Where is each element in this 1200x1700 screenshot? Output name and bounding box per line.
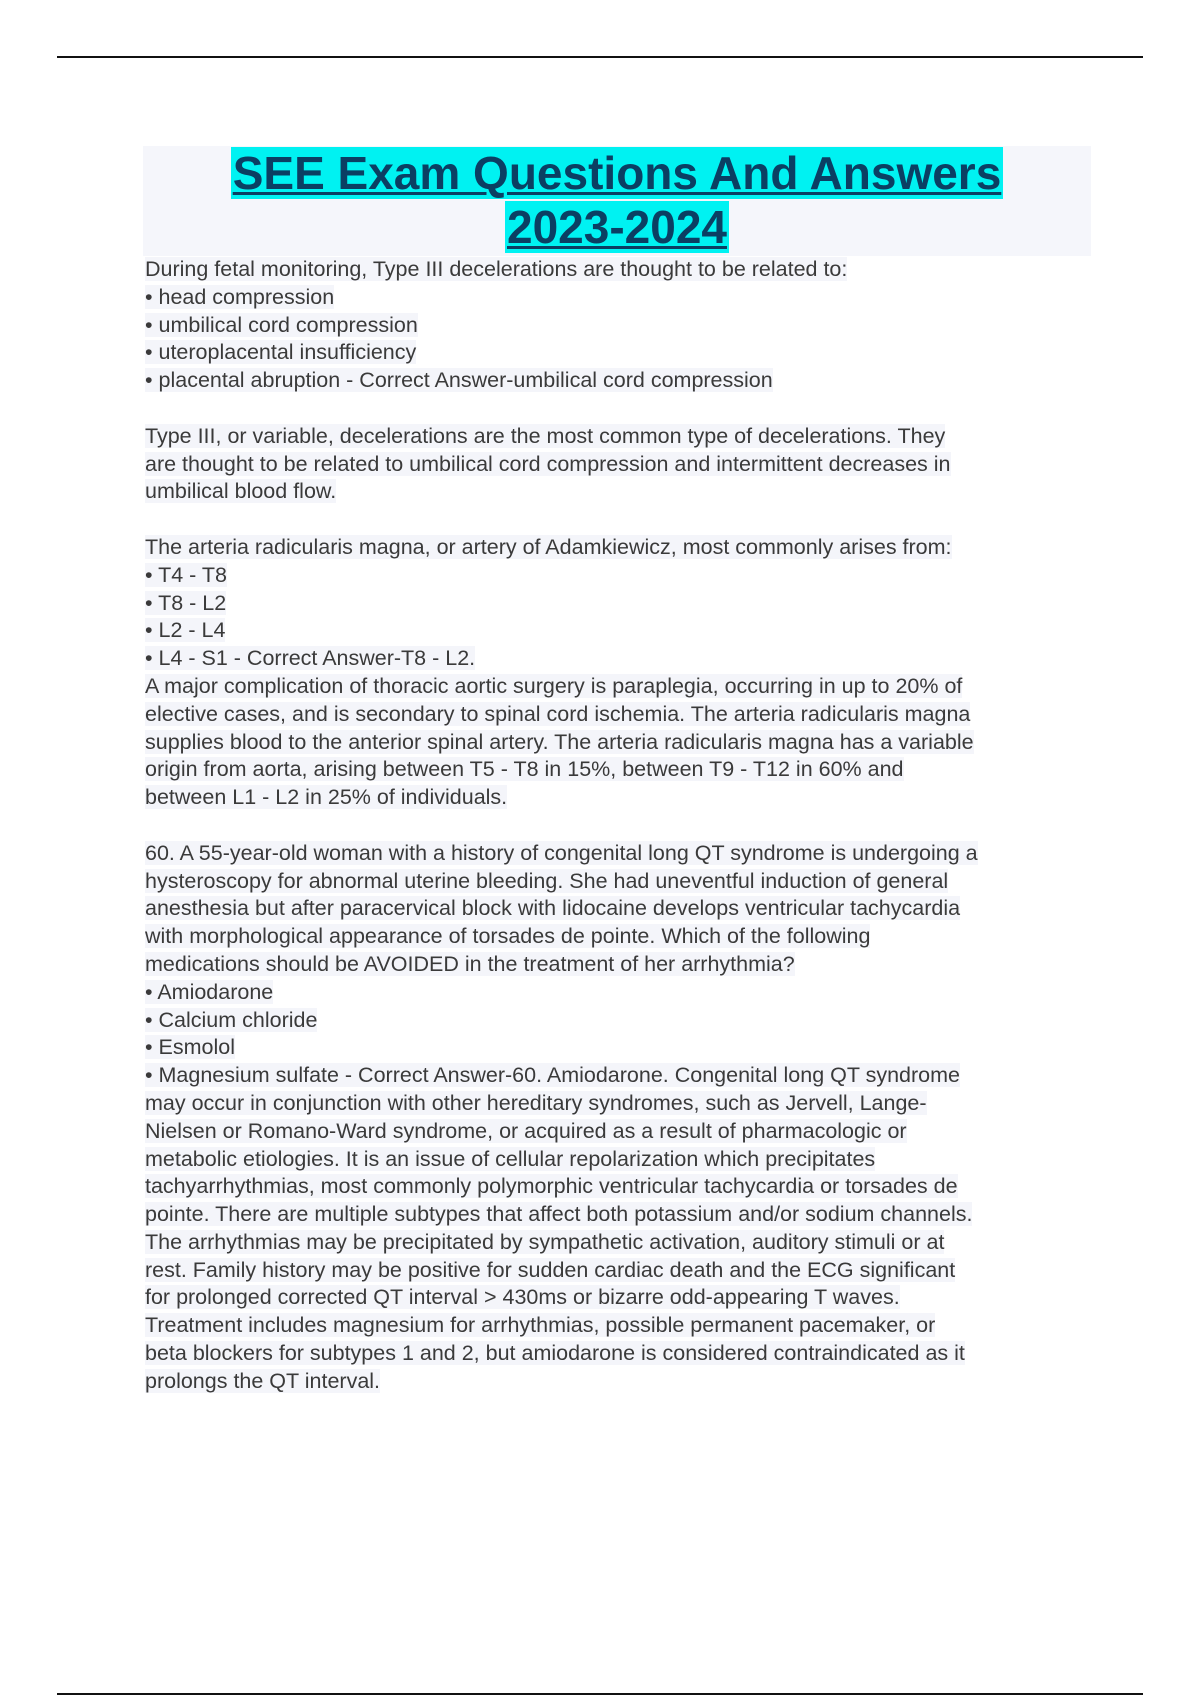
text-line: • T4 - T8 [145,562,228,587]
text-line: Treatment includes magnesium for arrhythmias, possible permanent pacemaker, or [145,1313,936,1338]
text-line: • Amiodarone [145,979,274,1004]
text-line: • head compression [145,284,335,309]
text-block [145,256,1090,395]
top-rule [57,56,1143,58]
text-line: tachyarrhythmias, most commonly polymorphic ventricular tachycardia or torsades de [145,1174,958,1199]
text-line: Type III, or variable, decelerations are the most common type of decelerations. They [145,423,946,448]
text-line: The arteria radicularis magna, or artery of Adamkiewicz, most commonly arises from: [145,534,952,559]
text-line: The arrhythmias may be precipitated by sympathetic activation, auditory stimuli or at [145,1229,945,1254]
text-line: metabolic etiologies. It is an issue of cellular repolarization which precipitates [145,1146,876,1171]
text-line: • T8 - L2 [145,590,227,615]
text-line: • Magnesium sulfate - Correct Answer-60. Amiodarone. Congenital long QT syndrome [145,1063,960,1088]
text-line: elective cases, and is secondary to spinal cord ischemia. The arteria radicularis magna [145,701,971,726]
text-line: • L4 - S1 - Correct Answer-T8 - L2. [145,646,476,671]
document-body [145,256,1090,1396]
text-line: • umbilical cord compression [145,312,418,337]
title-band [143,146,1091,256]
text-line: for prolonged corrected QT interval > 430ms or bizarre odd-appearing T waves. [145,1285,900,1310]
paragraph-gap [145,395,1090,423]
text-line: During fetal monitoring, Type III decelerations are thought to be related to: [145,257,848,281]
text-line: • Calcium chloride [145,1007,318,1032]
text-line: medications should be AVOIDED in the treatment of her arrhythmia? [145,951,795,976]
text-line: • Esmolol [145,1035,235,1060]
text-line: origin from aorta, arising between T5 - T8 in 15%, between T9 - T12 in 60% and [145,757,904,782]
text-line: between L1 - L2 in 25% of individuals. [145,785,508,810]
text-line: are thought to be related to umbilical cord compression and intermittent decreases in [145,451,951,476]
text-block [145,534,1090,812]
text-line: supplies blood to the anterior spinal artery. The arteria radicularis magna has a variable [145,729,974,754]
document-title-line-2: 2023-2024 [507,201,727,253]
text-line: with morphological appearance of torsades de pointe. Which of the following [145,924,871,949]
text-line: may occur in conjunction with other hereditary syndromes, such as Jervell, Lange- [145,1090,927,1115]
text-line: A major complication of thoracic aortic surgery is paraplegia, occurring in up to 20% of [145,673,963,698]
document-title-line-1: SEE Exam Questions And Answers [232,147,1002,199]
text-line: beta blockers for subtypes 1 and 2, but amiodarone is considered contraindicated as it [145,1341,965,1366]
text-block [145,423,1090,506]
paragraph-gap [145,812,1090,840]
text-line: pointe. There are multiple subtypes that affect both potassium and/or sodium channels. [145,1202,973,1227]
text-line: Nielsen or Romano-Ward syndrome, or acquired as a result of pharmacologic or [145,1118,907,1143]
text-line: umbilical blood flow. [145,479,337,504]
text-line: • uteroplacental insufficiency [145,340,417,365]
text-line: • L2 - L4 [145,618,226,643]
text-line: • placental abruption - Correct Answer-umbilical cord compression [145,368,773,393]
text-line: rest. Family history may be positive for sudden cardiac death and the ECG significant [145,1257,956,1282]
bottom-rule [57,1693,1143,1695]
text-line: 60. A 55-year-old woman with a history of congenital long QT syndrome is undergoing a [145,840,978,865]
text-line: prolongs the QT interval. [145,1368,381,1393]
paragraph-gap [145,506,1090,534]
text-block [145,840,1090,1396]
text-line: anesthesia but after paracervical block with lidocaine develops ventricular tachycardia [145,896,961,921]
text-line: hysteroscopy for abnormal uterine bleeding. She had uneventful induction of general [145,868,949,893]
